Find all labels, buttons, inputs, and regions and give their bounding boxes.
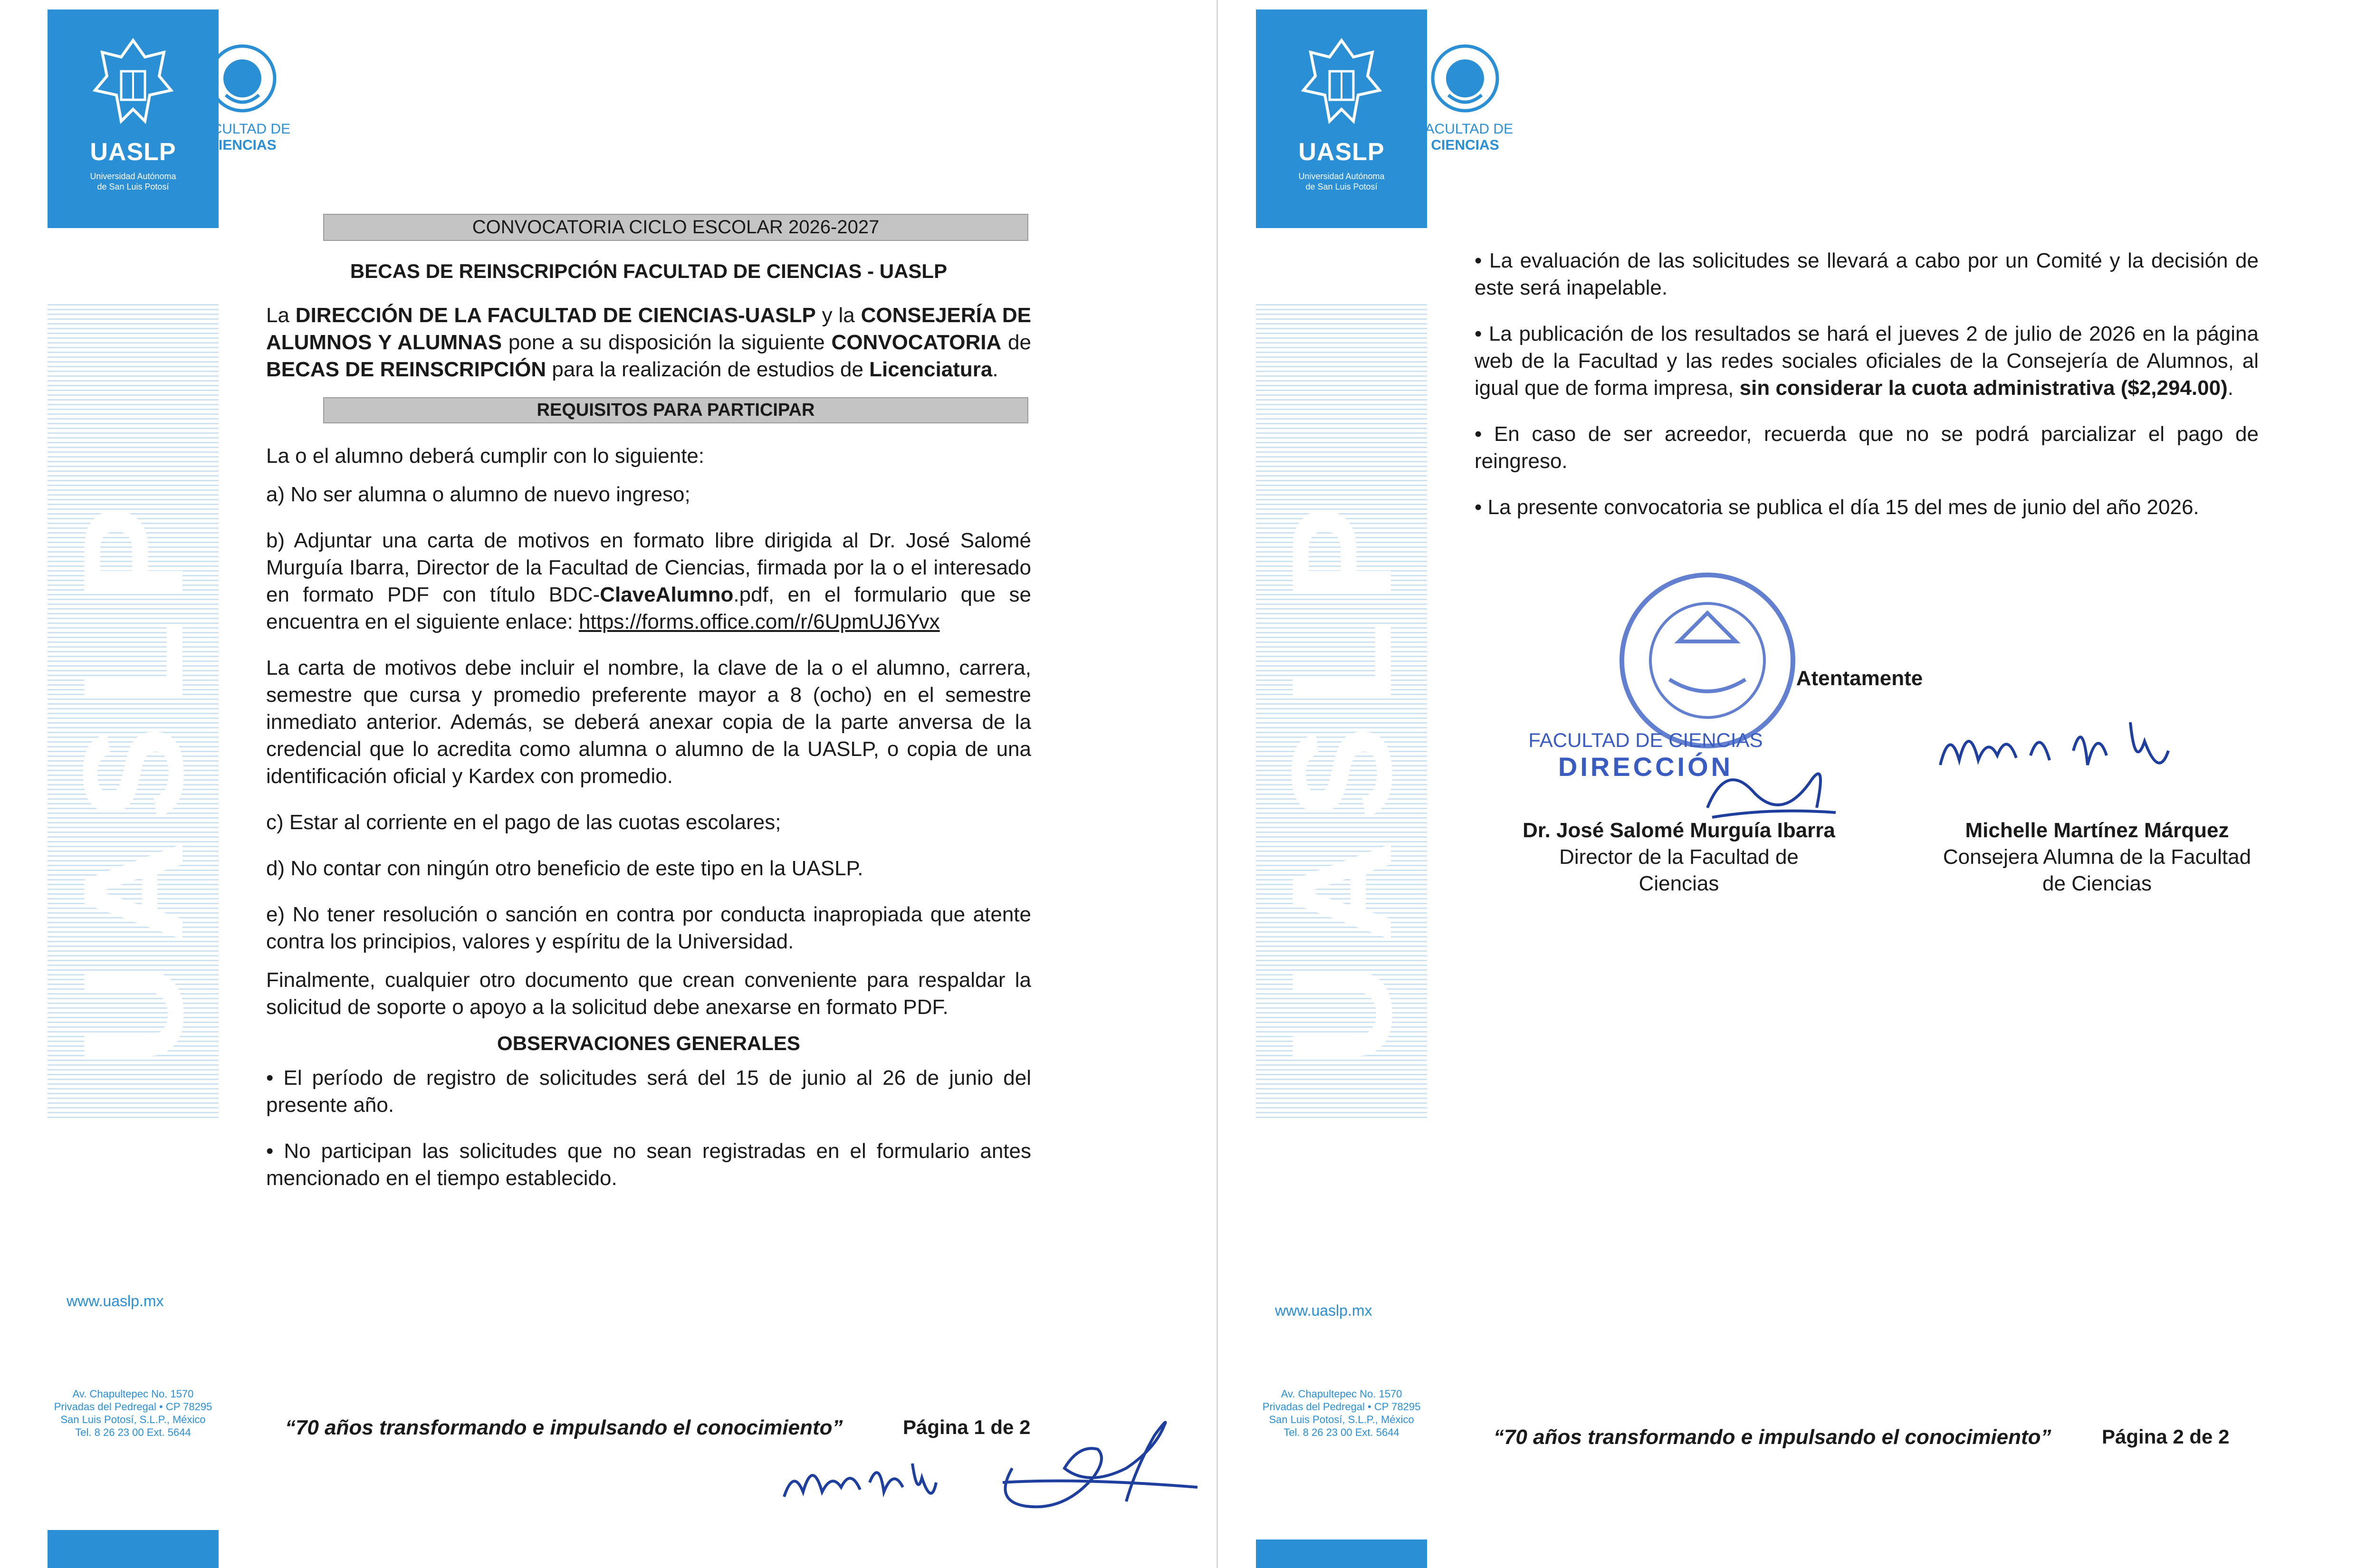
requirement-b: b) Adjuntar una carta de motivos en formato libre dirigida al Dr. José Salomé Murguía Ibarra, Director de la Facultad de Ciencias, firmada por la o el interesado en formato PDF con título BDC-ClaveAlumno.pdf, en el formulario que se encuentra en el siguiente enlace: https://forms.office.com/r/6UpmUJ6Yvx	[266, 529, 1031, 633]
observation-6: • La presente convocatoria se publica el día 15 del mes de junio del año 2026.	[1475, 496, 2199, 519]
observation-4: • La publicación de los resultados se hará el jueves 2 de julio de 2026 en la página web de la Facultad y las redes sociales oficiales de la Consejería de Alumnos, al igual que de forma impresa, sin considerar la cuota administrativa ($2,294.00).	[1475, 322, 2259, 400]
student-signature-block: Michelle Martínez Márquez Consejera Alumna de la Facultad de Ciencias	[1902, 817, 2292, 897]
vertical-uaslp-text: UASLP	[53, 487, 213, 1065]
sidebar	[48, 0, 219, 1568]
intro-paragraph: La DIRECCIÓN DE LA FACULTAD DE CIENCIAS-UASLP y la CONSEJERÍA DE ALUMNOS Y ALUMNAS pone a su disposición la siguiente CONVOCATORIA de BECAS DE REINSCRIPCIÓN para la realización de estudios de Licenciatura.	[266, 304, 1032, 381]
sidebar	[1256, 0, 1427, 1568]
requirement-a: a) No ser alumna o alumno de nuevo ingreso;	[266, 483, 690, 506]
crest-icon	[1301, 38, 1382, 128]
page2-body	[1475, 247, 2259, 532]
student-name: Michelle Martínez Márquez	[1965, 819, 2229, 842]
uaslp-acronym: UASLP	[90, 138, 176, 166]
website-link: www.uaslp.mx	[67, 1292, 164, 1310]
footer-slogan: “70 años transformando e impulsando el conocimiento”	[285, 1416, 843, 1439]
observation-2: • No participan las solicitudes que no sean registradas en el formulario antes mencionado en el tiempo establecido.	[266, 1139, 1031, 1190]
director-signature	[984, 1397, 1207, 1530]
faculty-logo: FACULTAD DE CIENCIAS	[185, 43, 299, 153]
section-band-requirements: REQUISITOS PARA PARTICIPAR	[323, 397, 1028, 423]
footer-slogan: “70 años transformando e impulsando el conocimiento”	[1494, 1425, 2051, 1449]
uaslp-logo	[1256, 10, 1427, 228]
director-signature-block: Dr. José Salomé Murguía Ibarra Director de la Facultad de Ciencias	[1484, 817, 1874, 897]
observation-5: • En caso de ser acreedor, recuerda que no se podrá parcializar el pago de reingreso.	[1475, 422, 2259, 473]
section-band-title: CONVOCATORIA CICLO ESCOLAR 2026-2027	[323, 214, 1028, 241]
observation-3: • La evaluación de las solicitudes se llevará a cabo por un Comité y la decisión de este será inapelable.	[1475, 249, 2259, 299]
page-number: Página 2 de 2	[2102, 1425, 2230, 1448]
student-role: Consejera Alumna de la Facultad	[1943, 845, 2251, 869]
closing-text: Atentamente	[1796, 667, 1923, 690]
director-name: Dr. José Salomé Murguía Ibarra	[1523, 819, 1835, 842]
website-link: www.uaslp.mx	[1275, 1302, 1372, 1319]
footer-bar	[1256, 1539, 1427, 1568]
final-paragraph: Finalmente, cualquier otro documento que crean conveniente para respaldar la solicitud de soporte o apoyo a la solicitud debe anexarse en formato PDF.	[266, 968, 1031, 1019]
document-page-2	[1217, 0, 2376, 1568]
requirements-intro: La o el alumno deberá cumplir con lo siguiente:	[266, 444, 705, 468]
page-number: Página 1 de 2	[903, 1416, 1031, 1438]
uaslp-name: Universidad Autónoma de San Luis Potosí	[1298, 172, 1385, 191]
requirement-c: c) Estar al corriente en el pago de las cuotas escolares;	[266, 811, 781, 834]
uaslp-acronym: UASLP	[1298, 138, 1385, 166]
director-signature	[1698, 751, 1840, 827]
footer-bar	[48, 1530, 219, 1568]
requirement-e: e) No tener resolución o sanción en contra por conducta inapropiada que atente contra los principios, valores y espíritu de la Universidad.	[266, 903, 1031, 953]
uaslp-name: Universidad Autónoma de San Luis Potosí	[90, 172, 176, 191]
vertical-uaslp-text: UASLP	[1262, 487, 1421, 1065]
observations-title: OBSERVACIONES GENERALES	[497, 1032, 800, 1054]
faculty-emblem-icon	[207, 43, 278, 114]
letter-requirements: La carta de motivos debe incluir el nombre, la clave de la o el alumno, carrera, semestre que cursa y promedio preferente mayor a 8 (ocho) en el semestre inmediato anterior. Además, se deberá anexar copia de la parte anversa de la credencial que lo acredita como alumna o alumno de la UASLP, o copia de una identificación oficial y Kardex con promedio.	[266, 656, 1031, 788]
page1-body	[266, 214, 1031, 1203]
subtitle: BECAS DE REINSCRIPCIÓN FACULTAD DE CIENCIAS - UASLP	[350, 260, 948, 282]
faculty-logo: FACULTAD DE CIENCIAS	[1408, 43, 1522, 153]
observation-1: • El período de registro de solicitudes será del 15 de junio al 26 de junio del presente año.	[266, 1066, 1031, 1117]
director-role: Director de la Facultad de	[1559, 845, 1799, 869]
form-link[interactable]: https://forms.office.com/r/6UpmUJ6Yvx	[579, 610, 940, 633]
crest-icon	[93, 38, 173, 128]
address: Av. Chapultepec No. 1570 Privadas del Pedregal • CP 78295 San Luis Potosí, S.L.P., México Tel. 8 26 23 00 Ext. 5644	[1262, 1388, 1421, 1438]
address: Av. Chapultepec No. 1570 Privadas del Pedregal • CP 78295 San Luis Potosí, S.L.P., México Tel. 8 26 23 00 Ext. 5644	[54, 1388, 212, 1438]
student-signature	[1931, 698, 2178, 794]
faculty-emblem-icon	[1429, 43, 1501, 114]
student-signature-initials	[779, 1440, 941, 1516]
requirement-d: d) No contar con ningún otro beneficio de este tipo en la UASLP.	[266, 857, 863, 880]
seal-label: FACULTAD DE CIENCIAS DIRECCIÓN	[1528, 729, 1763, 782]
